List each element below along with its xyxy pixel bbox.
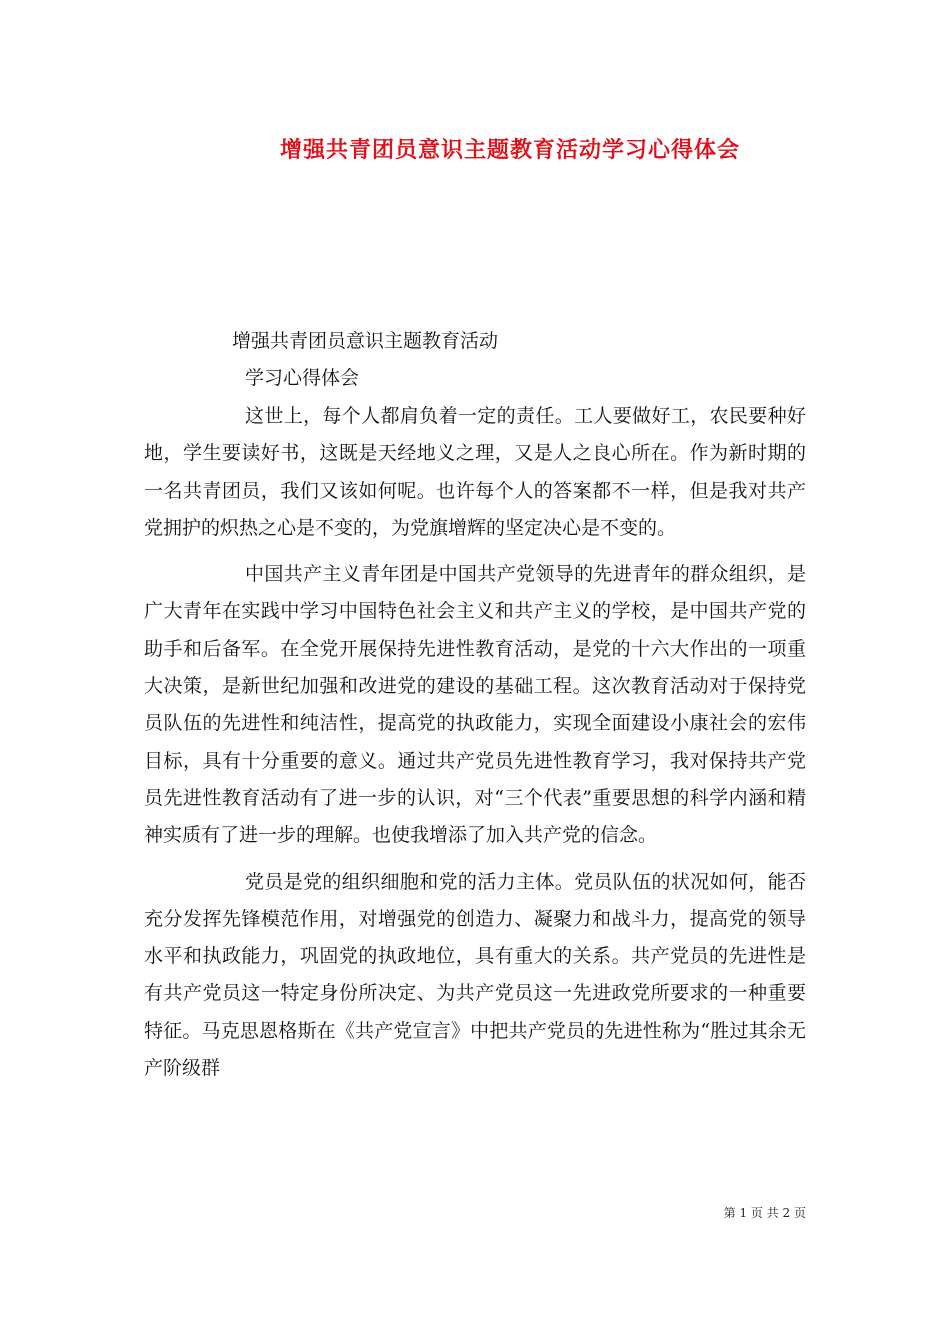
page-number-footer: 第 1 页 共 2 页 [723, 1206, 806, 1220]
subtitle-line-2: 学习心得体会 [245, 367, 360, 389]
subtitle-line-1: 增强共青团员意识主题教育活动 [232, 330, 499, 352]
paragraph-3: 党员是党的组织细胞和党的活力主体。党员队伍的状况如何，能否充分发挥先锋模范作用，对增强党的创造力、凝聚力和战斗力，提高党的领导水平和执政能力，巩固党的执政地位，具有重大的关系。共产党员的先进性是有共产党员这一特定身份所决定、为共产党员这一先进政党所要求的一种重要特征。马克思恩格斯在《共产党宣言》中把共产党员的先进性称为“胜过其余无产阶级群 [144, 870, 806, 1080]
document-title: 增强共青团员意识主题教育活动学习心得体会 [279, 137, 740, 163]
paragraph-1: 这世上，每个人都肩负着一定的责任。工人要做好工，农民要种好地，学生要读好书，这既是天经地义之理，又是人之良心所在。作为新时期的一名共青团员，我们又该如何呢。也许每个人的答案都不一样，但是我对共产党拥护的炽热之心是不变的，为党旗增辉的坚定决心是不变的。 [144, 405, 806, 539]
paragraph-2: 中国共产主义青年团是中国共产党领导的先进青年的群众组织，是广大青年在实践中学习中国特色社会主义和共产主义的学校，是中国共产党的助手和后备军。在全党开展保持先进性教育活动，是党的十六大作出的一项重大决策，是新世纪加强和改进党的建设的基础工程。这次教育活动对于保持党员队伍的先进性和纯洁性，提高党的执政能力，实现全面建设小康社会的宏伟目标，具有十分重要的意义。通过共产党员先进性教育学习，我对保持共产党员先进性教育活动有了进一步的认识，对“三个代表”重要思想的科学内涵和精神实质有了进一步的理解。也使我增添了加入共产党的信念。 [144, 563, 806, 847]
document-body [144, 398, 806, 1087]
